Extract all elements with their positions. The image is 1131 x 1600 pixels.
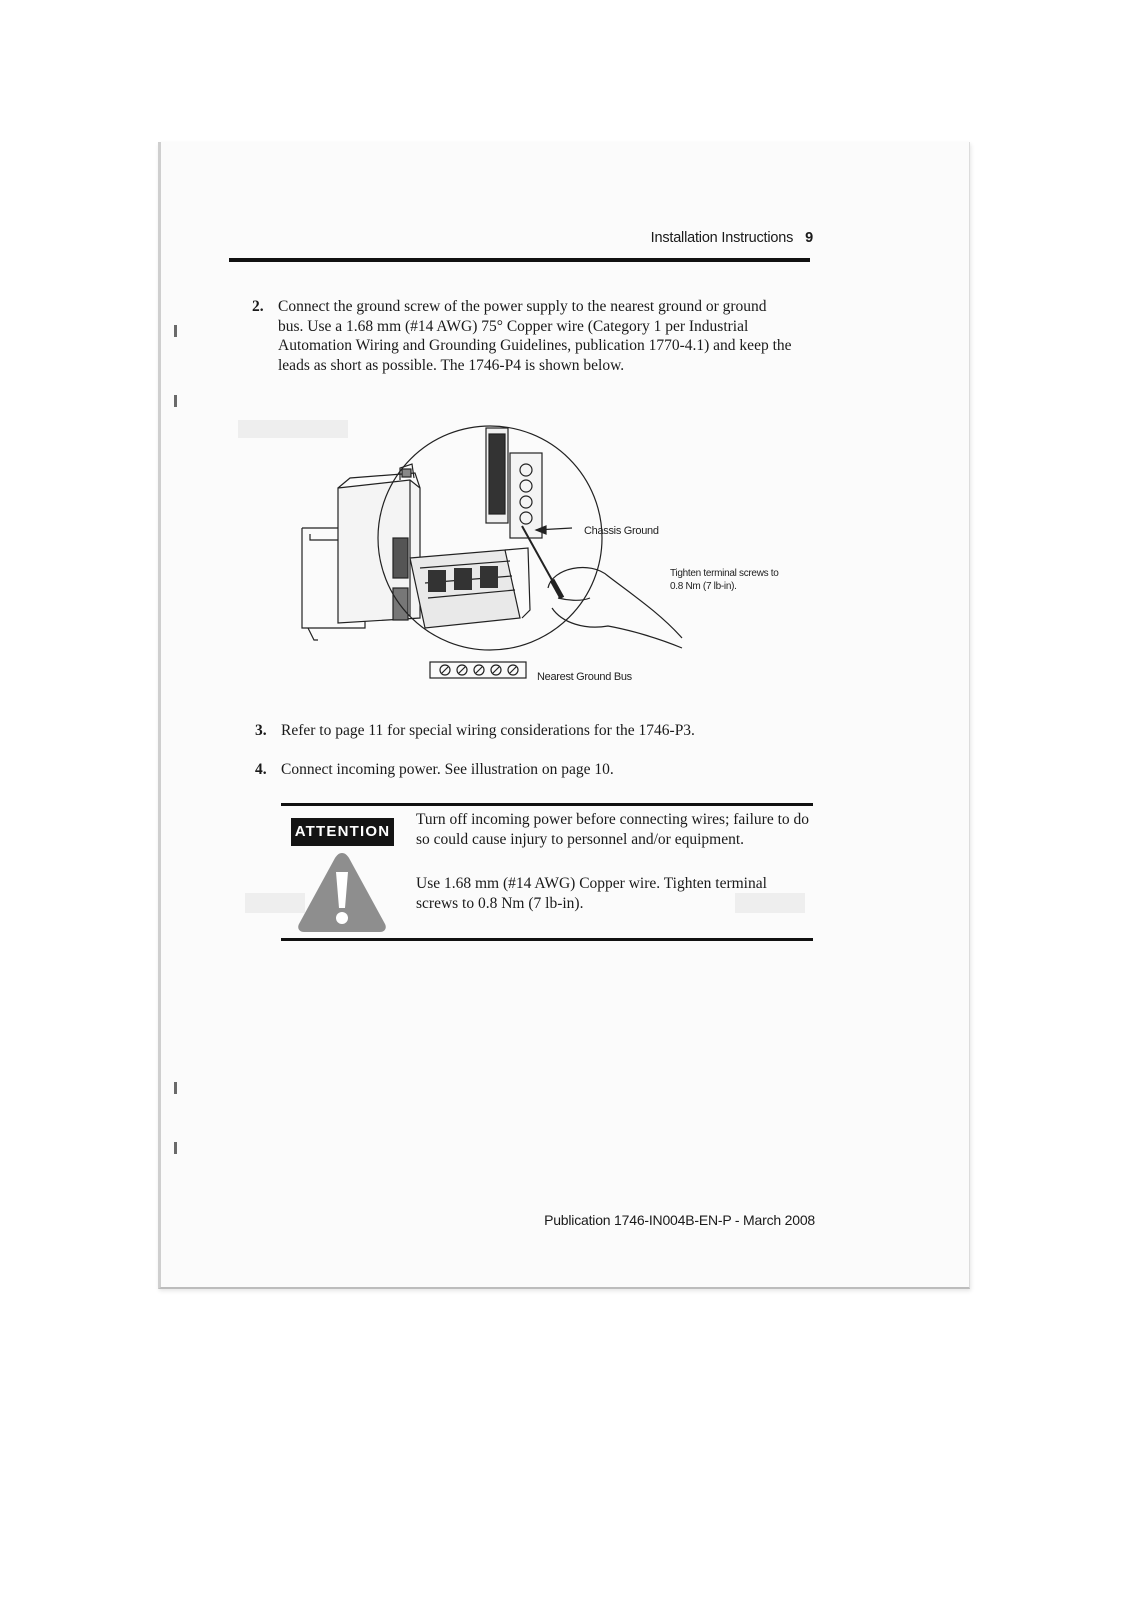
attention-paragraph-2: Use 1.68 mm (#14 AWG) Copper wire. Tighten terminal screws to 0.8 Nm (7 lb-in). xyxy=(416,875,767,912)
torque-label-line2: 0.8 Nm (7 lb-in). xyxy=(670,581,737,592)
page-number: 9 xyxy=(805,230,813,246)
step-number: 3. xyxy=(255,722,267,739)
running-title: Installation Instructions xyxy=(650,230,794,246)
step-4 xyxy=(255,760,796,780)
chassis-ground-label: Chassis Ground xyxy=(584,525,659,537)
attention-paragraph-1: Turn off incoming power before connecting wires; failure to do so could cause injury to personnel and/or equipment. xyxy=(416,811,810,848)
header-rule xyxy=(229,258,810,262)
step-3 xyxy=(255,721,796,741)
binding-stitch xyxy=(174,1142,177,1154)
binding-stitch xyxy=(174,325,177,337)
step-text: Refer to page 11 for special wiring considerations for the 1746-P3. xyxy=(281,722,695,739)
attention-rule-bottom xyxy=(281,938,813,941)
power-supply-grounding-figure xyxy=(290,418,800,708)
step-text: Connect the ground screw of the power supply to the nearest ground or ground bus. Use a 1.68 mm (#14 AWG) 75° Copper wire (Category 1 per Industrial Automation Wiring and Grounding Guidelines, publication 1770-4.1) and keep the leads as short as possible. The 1746-P4 is shown below. xyxy=(278,298,792,374)
attention-badge: ATTENTION xyxy=(291,818,394,846)
step-text: Connect incoming power. See illustration on page 10. xyxy=(281,761,614,778)
binding-stitch xyxy=(174,1082,177,1094)
warning-triangle-icon xyxy=(296,850,388,935)
step-number: 4. xyxy=(255,761,267,778)
torque-label-line1: Tighten terminal screws to xyxy=(670,568,779,579)
torque-label xyxy=(670,567,779,593)
attention-rule-top xyxy=(281,803,813,806)
step-number: 2. xyxy=(252,298,264,315)
ground-bus-label: Nearest Ground Bus xyxy=(537,671,632,683)
step-2 xyxy=(252,297,793,375)
running-head xyxy=(560,230,813,246)
binding-stitch xyxy=(174,395,177,407)
publication-footer: Publication 1746-IN004B-EN-P - March 2008 xyxy=(544,1212,815,1228)
